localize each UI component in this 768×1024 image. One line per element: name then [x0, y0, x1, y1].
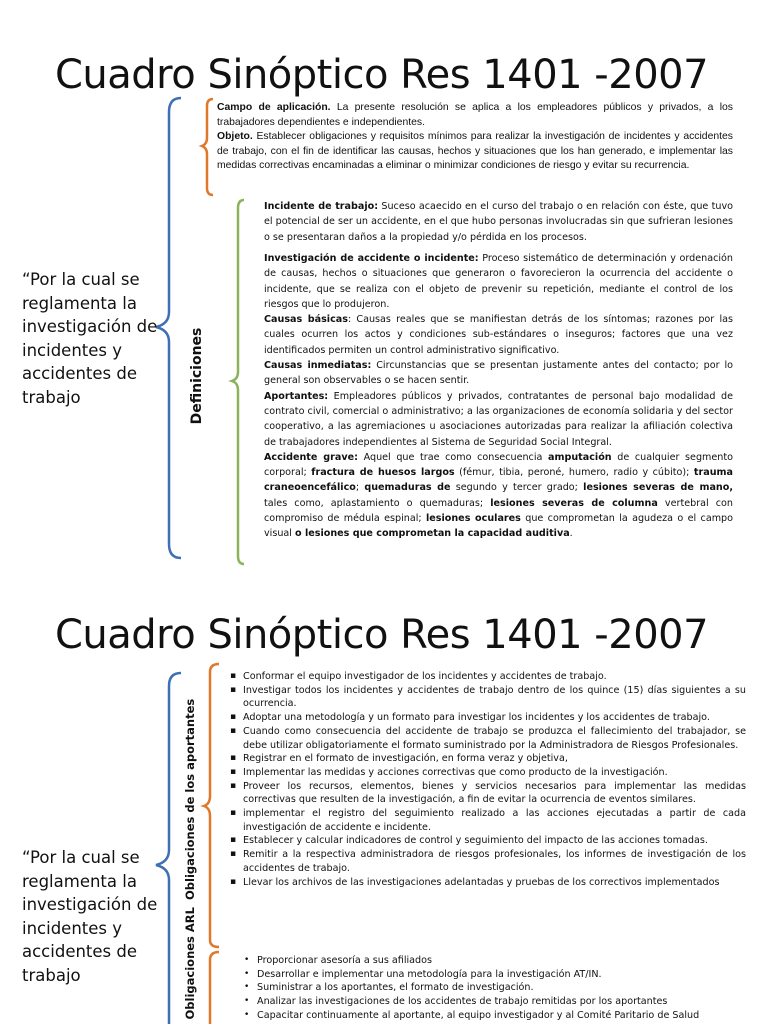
- list-item: ▪ implementar el registro del seguimiento realizado a las acciones ejecutadas a partir de cada investigación de accidente e incidente.: [230, 807, 746, 834]
- basicas-label: Causas básicas: [264, 314, 348, 326]
- grave-text-part: lesiones severas de mano,: [583, 482, 733, 494]
- objeto-text: Establecer obligaciones y requisitos mínimos para realizar la investigación de incidentes y accidentes de trabajo, con el fin de identificar las causas, hechos y situaciones que los han generado, e implementar las medidas correctivas encaminadas a eliminar o minimizar condiciones de riesgo y evitar su recurrencia.: [217, 131, 733, 172]
- orange-bracket: [204, 664, 219, 947]
- aportantes-text: Empleadores públicos y privados, contratantes de personal bajo modalidad de contrato civil, comercial o administrativo; a las organizaciones de economía solidaria y del sector cooperativo, a las agremiaciones u asociaciones autorizadas para realizar la afiliación colectiva de trabajadores independientes al Sistema de Seguridad Social Integral.: [264, 390, 733, 448]
- slide-title: Cuadro Sinóptico Res 1401 -2007: [55, 612, 709, 658]
- list-item: • Proporcionar asesoría a sus afiliados: [244, 954, 746, 968]
- aportantes-label: Aportantes:: [264, 390, 329, 402]
- incidente-label: Incidente de trabajo:: [264, 201, 379, 212]
- orange-bracket: [202, 99, 213, 195]
- list-item: ▪ Establecer y calcular indicadores de control y seguimiento del impacto de las acciones tomadas.: [230, 834, 746, 848]
- grave-text: [264, 452, 733, 539]
- grave-text-part: lesiones oculares: [425, 513, 521, 525]
- slide-2: [0, 600, 768, 1024]
- list-item: ▪ Proveer los recursos, elementos, bienes y servicios necesarios para implementar las medidas correctivas que resulten de la investigación, a fin de evitar la ocurrencia de eventos similares.: [230, 780, 746, 807]
- incidente-definition: [264, 199, 733, 245]
- list-item: ▪ Adoptar una metodología y un formato para investigar los incidentes y los accidentes de trabajo.: [230, 711, 746, 725]
- grave-text-part: lesiones severas de columna: [490, 497, 658, 509]
- objeto-label: Objeto.: [217, 131, 253, 143]
- list-item: • Capacitar continuamente al aportante, al equipo investigador y al Comité Paritario de Salud: [244, 1009, 746, 1023]
- investigacion-text: Proceso sistemático de determinación y ordenación de causas, hechos o situaciones que generaron o favorecieron la ocurrencia del accidente o incidente, que se realiza con el objeto de prevenir su repetición, mediante el control de los riesgos que lo produjeron.: [264, 253, 733, 310]
- grave-label: Accidente grave:: [264, 451, 358, 463]
- investigacion-label: Investigación de accidente o incidente:: [264, 253, 479, 264]
- resolution-quote: “Por la cual se reglamenta la investigación de incidentes y accidentes de trabajo: [22, 270, 158, 407]
- grave-text-part: amputación: [548, 451, 612, 463]
- list-item: • Analizar las investigaciones de los accidentes de trabajo remitidas por los aportantes: [244, 995, 746, 1009]
- grave-text-part: que comprometan la agudeza o el campo visual: [264, 513, 734, 540]
- definitions-block: [264, 251, 733, 542]
- grave-text-part: ;: [355, 482, 365, 494]
- grave-text-part: trauma craneoencefálico: [264, 467, 733, 494]
- list-item: • Suministrar a los aportantes, el formato de investigación.: [244, 981, 746, 995]
- grave-text-part: o lesiones que comprometan la capacidad auditiva: [295, 528, 570, 540]
- orange-bracket-arl: [210, 952, 219, 1024]
- aportantes-obligations-list: [230, 670, 746, 889]
- list-item: ▪ Llevar los archivos de las investigaciones adelantadas y pruebas de los correctivos implementados: [230, 876, 746, 890]
- grave-text-part: quemaduras de: [364, 482, 451, 494]
- list-item: ▪ Investigar todos los incidentes y accidentes de trabajo dentro de los quince (15) días siguientes a su ocurrencia.: [230, 684, 746, 711]
- obligaciones-aportantes-label: Obligaciones de los aportantes: [183, 698, 197, 900]
- basicas-text: : Causas reales que se manifiestan detrás de los síntomas; razones por las cuales ocurren los actos y condiciones sub-estándares o inseguros; factores que una vez identificados permiten un control administrativo significativo.: [264, 314, 733, 356]
- incidente-text: Suceso acaecido en el curso del trabajo o en relación con éste, que tuvo el potencial de ser un accidente, en el que hubo personas involucradas sin que sufrieran lesiones o se presentaran daños a la propiedad y/o pérdida en los procesos.: [264, 201, 733, 243]
- grave-text-part: .: [569, 528, 573, 540]
- list-item: ▪ Registrar en el formato de investigación, en forma veraz y objetiva,: [230, 752, 746, 766]
- list-item: • Desarrollar e implementar una metodología para la investigación AT/IN.: [244, 968, 746, 982]
- list-item: ▪ Remitir a la respectiva administradora de riesgos profesionales, los informes de investigación de los accidentes de trabajo.: [230, 848, 746, 875]
- grave-text-part: fractura de huesos largos: [311, 467, 455, 479]
- campo-label: Campo de aplicación.: [217, 102, 331, 113]
- slide-title: Cuadro Sinóptico Res 1401 -2007: [55, 52, 709, 98]
- grave-text-part: tales como, aplastamiento o quemaduras;: [264, 497, 491, 509]
- grave-text-part: vertebral con compromiso de médula espinal;: [264, 497, 734, 525]
- scope-objective-block: [217, 101, 733, 174]
- grave-text-part: segundo y tercer grado;: [450, 482, 584, 494]
- resolution-quote: “Por la cual se reglamenta la investigación de incidentes y accidentes de trabajo: [22, 848, 158, 985]
- inmediatas-label: Causas inmediatas:: [264, 360, 372, 372]
- inmediatas-text: Circunstancias que se presentan justamente antes del contacto; por lo general son observables o se hacen sentir.: [264, 360, 733, 387]
- list-item: ▪ Cuando como consecuencia del accidente de trabajo se produzca el fallecimiento del trabajador, se debe utilizar obligatoriamente el formato suministrado por la Administradora de Riesgos Profesionales.: [230, 725, 746, 752]
- grave-text-part: (fémur, tibia, peroné, humero, radio y cúbito);: [454, 467, 694, 479]
- definiciones-label: Definiciones: [189, 327, 205, 425]
- list-item: ▪ Conformar el equipo investigador de los incidentes y accidentes de trabajo.: [230, 670, 746, 684]
- campo-text: La presente resolución se aplica a los empleadores públicos y privados, a los trabajadores dependientes e independientes.: [217, 102, 733, 128]
- green-bracket: [232, 200, 244, 564]
- arl-obligations-list: [244, 954, 746, 1023]
- list-item: ▪ Implementar las medidas y acciones correctivas que como producto de la investigación.: [230, 766, 746, 780]
- grave-text-part: de cualquier segmento corporal;: [264, 451, 733, 479]
- grave-text-part: Aquel que trae como consecuencia: [357, 451, 548, 463]
- obligaciones-arl-label: Obligaciones ARL: [183, 907, 197, 1020]
